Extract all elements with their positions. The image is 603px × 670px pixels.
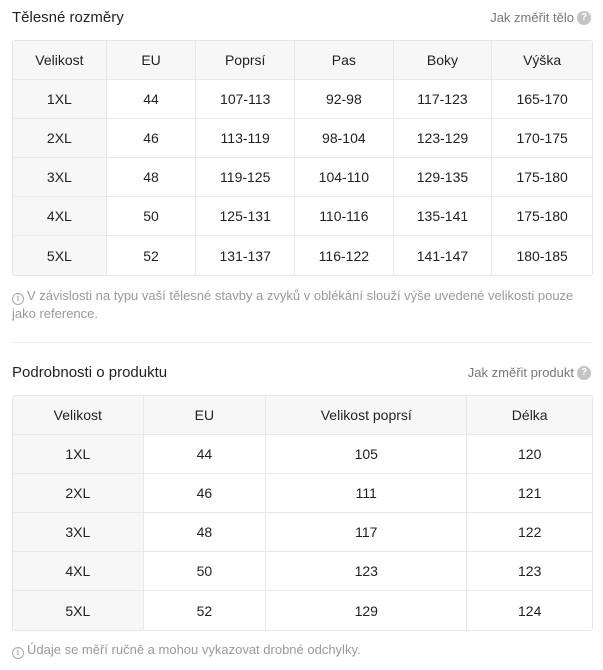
table-cell: 123-129 <box>394 119 493 158</box>
column-header: EU <box>107 41 197 80</box>
table-cell: 120 <box>467 435 592 474</box>
size-label-cell: 4XL <box>13 197 107 236</box>
table-cell: 119-125 <box>196 158 295 197</box>
how-to-measure-product-label[interactable]: Jak změřit produkt <box>467 365 574 380</box>
column-header: Poprsí <box>196 41 295 80</box>
table-cell: 124 <box>518 602 542 619</box>
table-cell: 170-175 <box>492 119 592 158</box>
table-row <box>13 552 592 591</box>
info-circle-icon: i <box>12 647 24 659</box>
size-label-cell: 5XL <box>13 591 144 630</box>
table-header-row <box>13 396 592 435</box>
column-header: Velikost poprsí <box>266 396 467 435</box>
table-row <box>13 591 592 630</box>
size-label-cell: 2XL <box>13 474 144 513</box>
table-cell: 104-110 <box>295 158 394 197</box>
table-row <box>13 80 592 119</box>
size-label-cell: 2XL <box>13 119 107 158</box>
column-header: Velikost <box>13 41 107 80</box>
column-header: EU <box>144 396 267 435</box>
column-header: Boky <box>394 41 493 80</box>
table-cell: 52 <box>144 591 267 630</box>
table-cell: 125-131 <box>196 197 295 236</box>
table-cell: 44 <box>107 80 197 119</box>
table-cell: 105 <box>266 435 467 474</box>
product-size-note-text: Údaje se měří ručně a mohou vykazovat drobné odchylky. <box>27 642 361 657</box>
table-cell: 52 <box>107 236 197 275</box>
product-size-table <box>12 395 593 631</box>
table-cell: 131-137 <box>196 236 295 275</box>
table-cell: 44 <box>144 435 267 474</box>
table-cell: 117-123 <box>394 80 493 119</box>
table-cell: 165-170 <box>492 80 592 119</box>
table-cell: 123 <box>467 552 592 591</box>
body-size-note-text: V závislosti na typu vaší tělesné stavby a zvyků v oblékání slouží výše uvedené velikosti pouze jako reference. <box>12 288 574 321</box>
table-cell: 129 <box>266 591 467 630</box>
body-size-note <box>12 287 591 323</box>
question-circle-icon[interactable]: ? <box>577 11 591 25</box>
section-divider <box>12 342 591 343</box>
question-circle-icon[interactable]: ? <box>577 366 591 380</box>
table-cell: 122 <box>467 513 592 552</box>
info-circle-icon: i <box>12 293 24 305</box>
table-row <box>13 435 592 474</box>
table-cell: 129-135 <box>394 158 493 197</box>
table-cell: 123 <box>266 552 467 591</box>
table-row <box>13 119 592 158</box>
body-measurements-header <box>12 9 591 26</box>
table-cell: 116-122 <box>295 236 394 275</box>
table-cell: 121 <box>467 474 592 513</box>
body-size-table <box>12 40 593 276</box>
column-header: Délka <box>467 396 592 435</box>
product-details-title: Podrobnosti o produktu <box>12 364 168 381</box>
table-cell: 48 <box>144 513 267 552</box>
how-to-measure-body-link[interactable] <box>490 10 591 25</box>
table-cell: 50 <box>144 552 267 591</box>
table-cell: 135-141 <box>394 197 493 236</box>
table-row <box>13 474 592 513</box>
table-cell: 113-119 <box>196 119 295 158</box>
size-label-cell: 3XL <box>13 158 107 197</box>
size-label-cell: 3XL <box>13 513 144 552</box>
table-row <box>13 158 592 197</box>
table-cell: 180-185 <box>516 247 568 264</box>
body-measurements-title: Tělesné rozměry <box>12 9 124 26</box>
table-cell: 50 <box>107 197 197 236</box>
table-header-row <box>13 41 592 80</box>
table-row <box>13 236 592 275</box>
table-cell: 98-104 <box>295 119 394 158</box>
column-header: Pas <box>295 41 394 80</box>
how-to-measure-product-link[interactable] <box>468 365 591 380</box>
how-to-measure-body-label[interactable]: Jak změřit tělo <box>490 10 574 25</box>
table-row <box>13 197 592 236</box>
table-cell: 110-116 <box>295 197 394 236</box>
table-cell: 141-147 <box>394 236 493 275</box>
table-cell: 46 <box>107 119 197 158</box>
column-header: Výška <box>492 41 592 80</box>
table-cell: 117 <box>266 513 467 552</box>
size-label-cell: 1XL <box>13 80 107 119</box>
table-cell: 46 <box>144 474 267 513</box>
column-header: Velikost <box>13 396 144 435</box>
table-cell: 111 <box>266 474 467 513</box>
size-label-cell: 4XL <box>13 552 144 591</box>
product-size-note <box>12 641 591 659</box>
size-label-cell: 1XL <box>13 435 144 474</box>
product-details-header <box>12 364 591 381</box>
table-cell: 175-180 <box>492 197 592 236</box>
table-cell: 48 <box>107 158 197 197</box>
table-cell: 92-98 <box>295 80 394 119</box>
table-cell: 175-180 <box>492 158 592 197</box>
table-row <box>13 513 592 552</box>
size-label-cell: 5XL <box>13 236 107 275</box>
table-cell: 107-113 <box>196 80 295 119</box>
